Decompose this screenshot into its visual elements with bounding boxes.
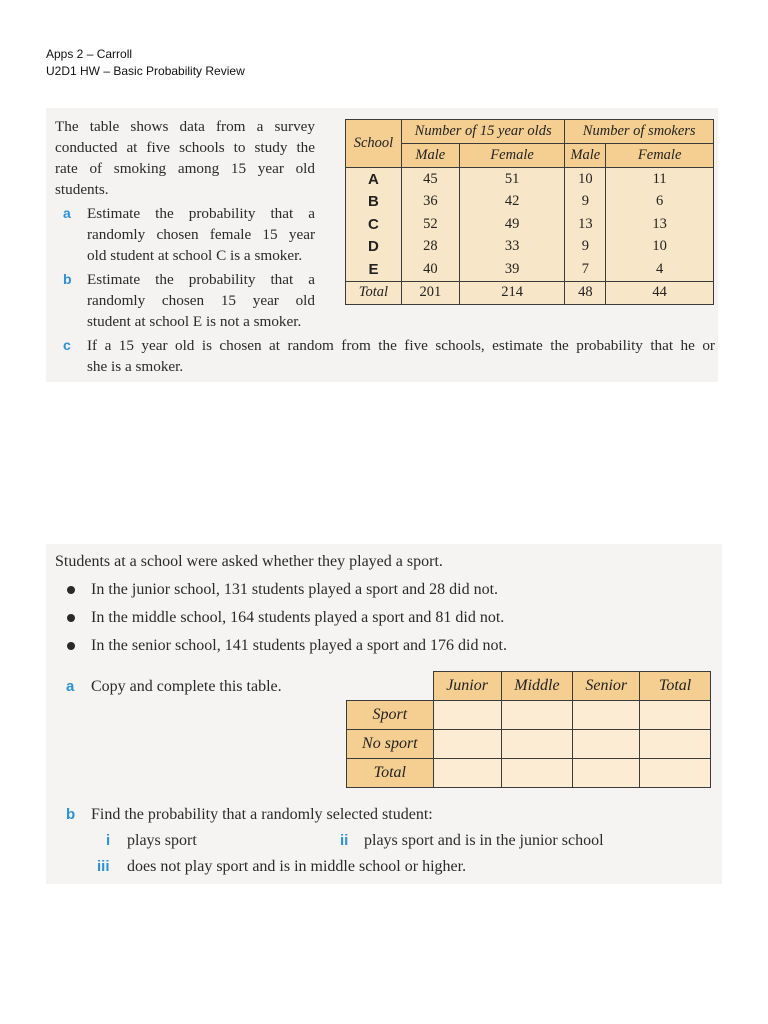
col-header-15-year-olds: Number of 15 year olds xyxy=(401,120,564,144)
q2-part-a-text: Copy and complete this table. xyxy=(91,678,282,695)
table-row xyxy=(347,730,711,759)
q2-part-b-text: Find the probability that a randomly selected student: xyxy=(91,806,433,823)
cell-female-15: 42 xyxy=(459,191,565,214)
total-female-15: 214 xyxy=(459,281,565,304)
blank-cell xyxy=(501,759,573,788)
table-total-row xyxy=(346,281,714,304)
q2-part-a-label: a xyxy=(66,678,75,695)
q2-sub-iii-label: iii xyxy=(97,858,110,875)
col-header-senior: Senior xyxy=(573,672,640,701)
table-row xyxy=(346,213,714,236)
col-header-junior: Junior xyxy=(433,672,501,701)
col-header-school: School xyxy=(346,120,402,168)
q1-part-b-line-1: Estimate the probability that a xyxy=(87,271,315,288)
table-row xyxy=(347,701,711,730)
smoking-survey-table xyxy=(345,119,714,305)
table-corner xyxy=(347,672,434,701)
school-name: A xyxy=(346,168,402,191)
cell-male-15: 52 xyxy=(401,213,459,236)
cell-female-smokers: 6 xyxy=(606,191,714,214)
subheader-male: Male xyxy=(565,144,606,168)
q1-part-b-label: b xyxy=(63,271,72,287)
q2-sub-i-text: plays sport xyxy=(127,832,197,849)
q1-intro-line-2: conducted at five schools to study the xyxy=(55,139,315,156)
q1-part-c-line-2: she is a smoker. xyxy=(87,358,184,375)
q2-bullet-senior: In the senior school, 141 students played a sport and 176 did not. xyxy=(91,637,507,654)
total-male-smokers: 48 xyxy=(565,281,606,304)
table-row xyxy=(347,759,711,788)
blank-cell xyxy=(501,730,573,759)
blank-cell xyxy=(573,701,640,730)
col-header-total: Total xyxy=(640,672,711,701)
sport-completion-table xyxy=(346,671,711,788)
cell-female-15: 49 xyxy=(459,213,565,236)
school-name: C xyxy=(346,213,402,236)
doc-course-title: Apps 2 – Carroll xyxy=(46,47,133,61)
school-name: E xyxy=(346,258,402,281)
row-header-total: Total xyxy=(347,759,434,788)
cell-female-smokers: 13 xyxy=(606,213,714,236)
cell-female-smokers: 10 xyxy=(606,236,714,259)
blank-cell xyxy=(501,701,573,730)
blank-cell xyxy=(640,730,711,759)
q1-part-c-label: c xyxy=(63,337,71,353)
cell-female-15: 39 xyxy=(459,258,565,281)
q1-intro-line-3: rate of smoking among 15 year old xyxy=(55,160,315,177)
bullet-icon xyxy=(67,586,75,594)
subheader-male: Male xyxy=(401,144,459,168)
doc-assignment-title: U2D1 HW – Basic Probability Review xyxy=(46,64,245,78)
q1-part-b-line-3: student at school E is not a smoker. xyxy=(87,313,302,330)
q2-bullet-middle: In the middle school, 164 students played a sport and 81 did not. xyxy=(91,609,505,626)
q2-sub-ii-text: plays sport and is in the junior school xyxy=(364,832,604,849)
q2-sub-iii-text: does not play sport and is in middle school or higher. xyxy=(127,858,467,875)
cell-male-15: 28 xyxy=(401,236,459,259)
blank-cell xyxy=(640,759,711,788)
q1-part-a-line-2: randomly chosen female 15 year xyxy=(87,226,315,243)
total-label: Total xyxy=(346,281,402,304)
cell-female-smokers: 11 xyxy=(606,168,714,191)
cell-male-smokers: 9 xyxy=(565,191,606,214)
blank-cell xyxy=(433,759,501,788)
cell-male-15: 45 xyxy=(401,168,459,191)
cell-male-15: 36 xyxy=(401,191,459,214)
blank-cell xyxy=(573,730,640,759)
cell-male-smokers: 10 xyxy=(565,168,606,191)
q2-bullet-junior: In the junior school, 131 students played a sport and 28 did not. xyxy=(91,581,499,598)
row-header-sport: Sport xyxy=(347,701,434,730)
q2-sub-ii-label: ii xyxy=(340,832,349,849)
blank-cell xyxy=(640,701,711,730)
q2-part-b-label: b xyxy=(66,806,76,823)
col-header-smokers: Number of smokers xyxy=(565,120,714,144)
q1-part-c-line-1: If a 15 year old is chosen at random from the five schools, estimate the probability that he or xyxy=(87,337,715,354)
cell-male-smokers: 13 xyxy=(565,213,606,236)
q1-intro-line-1: The table shows data from a survey xyxy=(55,118,315,135)
cell-female-15: 33 xyxy=(459,236,565,259)
cell-female-15: 51 xyxy=(459,168,565,191)
total-male-15: 201 xyxy=(401,281,459,304)
table-row xyxy=(346,258,714,281)
q1-intro-line-4: students. xyxy=(55,181,109,198)
table-row xyxy=(346,236,714,259)
bullet-icon xyxy=(67,642,75,650)
cell-female-smokers: 4 xyxy=(606,258,714,281)
cell-male-smokers: 7 xyxy=(565,258,606,281)
q1-part-b-line-2: randomly chosen 15 year old xyxy=(87,292,315,309)
total-female-smokers: 44 xyxy=(606,281,714,304)
q1-part-a-label: a xyxy=(63,205,71,221)
bullet-icon xyxy=(67,614,75,622)
blank-cell xyxy=(573,759,640,788)
col-header-middle: Middle xyxy=(501,672,573,701)
q1-part-a-line-3: old student at school C is a smoker. xyxy=(87,247,303,264)
row-header-no-sport: No sport xyxy=(347,730,434,759)
school-name: B xyxy=(346,191,402,214)
cell-male-smokers: 9 xyxy=(565,236,606,259)
table-row xyxy=(346,168,714,191)
q2-sub-i-label: i xyxy=(106,832,111,849)
q1-part-a-line-1: Estimate the probability that a xyxy=(87,205,315,222)
subheader-female: Female xyxy=(606,144,714,168)
table-row xyxy=(346,191,714,214)
blank-cell xyxy=(433,730,501,759)
cell-male-15: 40 xyxy=(401,258,459,281)
school-name: D xyxy=(346,236,402,259)
blank-cell xyxy=(433,701,501,730)
q2-intro: Students at a school were asked whether they played a sport. xyxy=(55,553,443,570)
subheader-female: Female xyxy=(459,144,565,168)
